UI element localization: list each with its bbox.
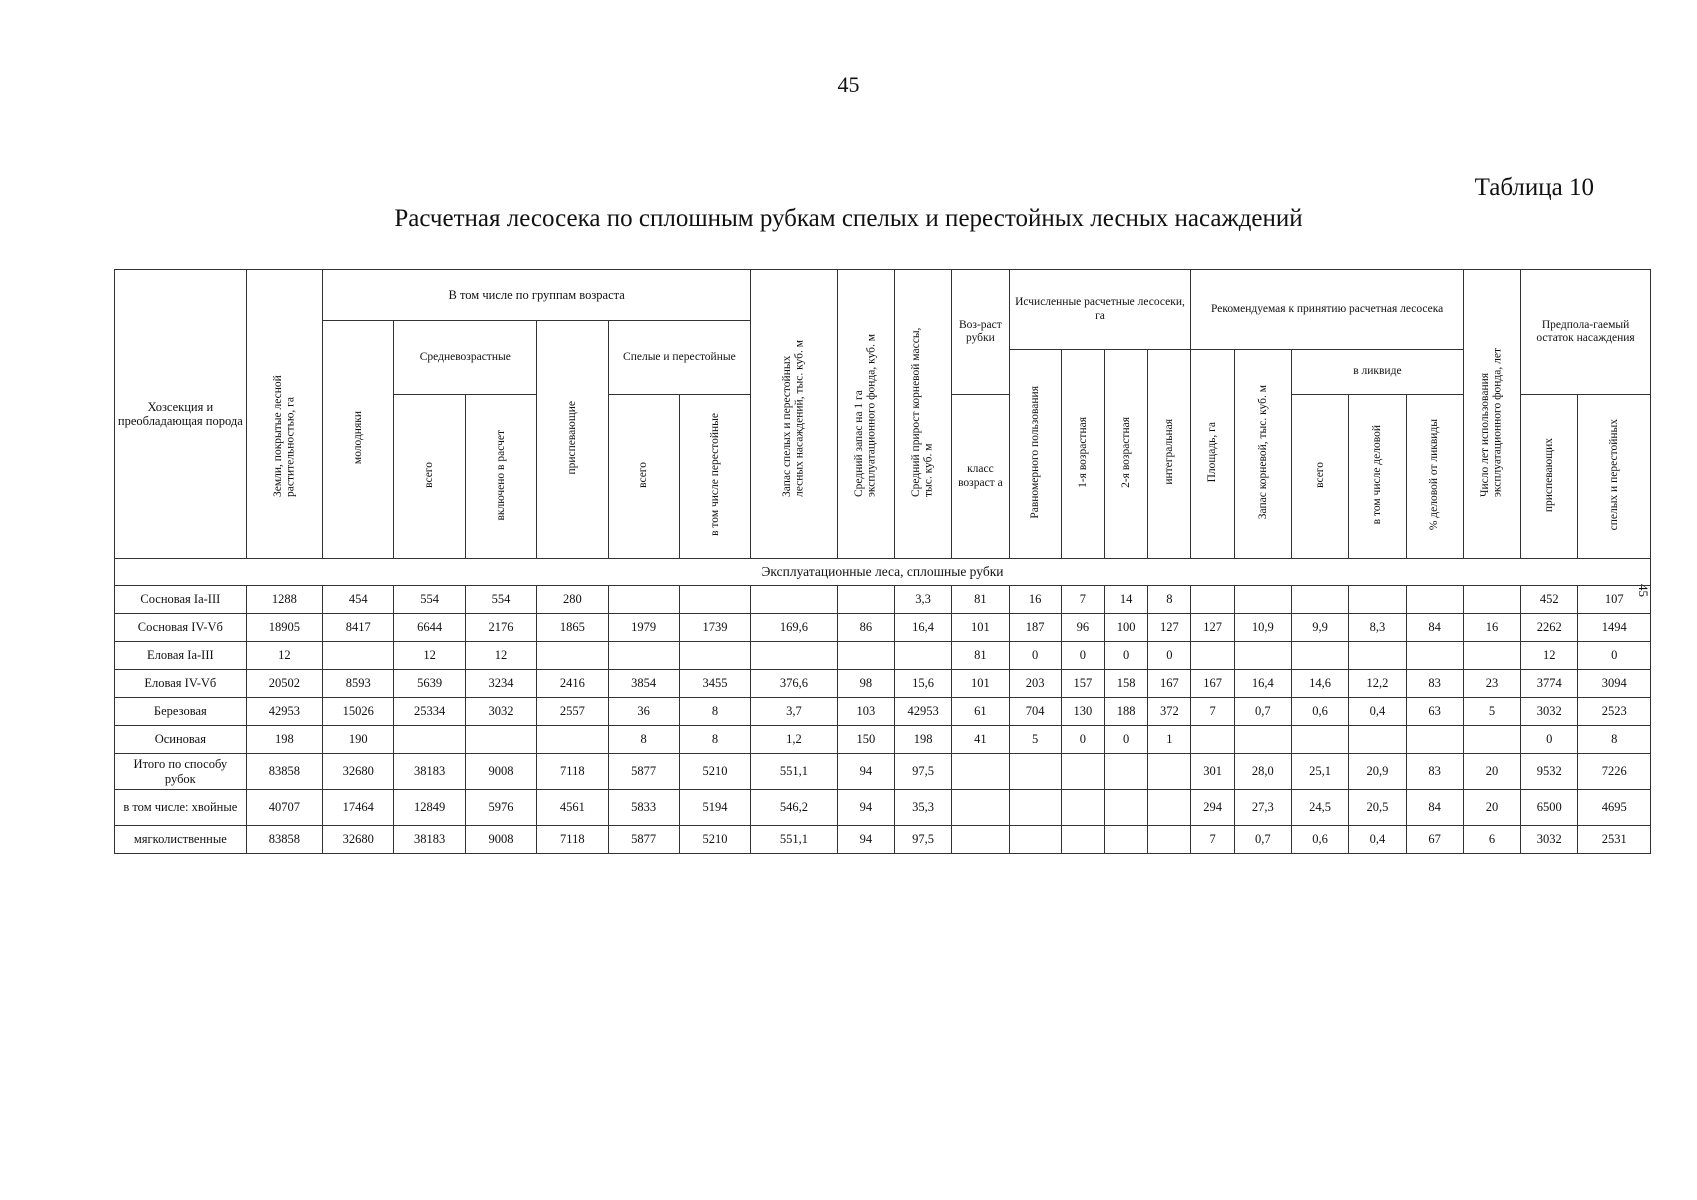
header-root-stock: Запас корневой, тыс. куб. м <box>1234 350 1291 559</box>
table-cell: 4695 <box>1578 790 1651 826</box>
table-cell: 20,5 <box>1349 790 1406 826</box>
table-cell: 32680 <box>323 754 394 790</box>
table-cell: 81 <box>952 642 1009 670</box>
table-cell <box>952 790 1009 826</box>
table-cell: 3774 <box>1521 670 1578 698</box>
table-cell: 100 <box>1105 614 1148 642</box>
header-maturing: приспевающие <box>537 321 608 559</box>
table-cell <box>1234 726 1291 754</box>
table-cell <box>1406 642 1463 670</box>
table-cell: 1739 <box>679 614 750 642</box>
table-cell: 3032 <box>1521 826 1578 854</box>
header-middle-total: всего <box>394 395 465 559</box>
table-cell: 4561 <box>537 790 608 826</box>
table-cell: 83 <box>1406 754 1463 790</box>
table-cell: 8 <box>679 698 750 726</box>
table-cell <box>1234 642 1291 670</box>
table-cell: 1 <box>1148 726 1191 754</box>
table-cell <box>1009 790 1061 826</box>
table-row <box>115 670 1651 698</box>
row-name: Еловая Ia-III <box>115 642 247 670</box>
table-cell <box>323 642 394 670</box>
table-cell: 94 <box>837 754 894 790</box>
table-cell: 15,6 <box>894 670 951 698</box>
table-cell: 7 <box>1191 826 1234 854</box>
table-cell <box>537 642 608 670</box>
table-cell <box>537 726 608 754</box>
table-cell: 12849 <box>394 790 465 826</box>
table-cell <box>1463 586 1520 614</box>
table-cell: 16 <box>1009 586 1061 614</box>
header-species: Хозсекция и преобладающая порода <box>115 270 247 559</box>
table-cell: 452 <box>1521 586 1578 614</box>
table-cell: 63 <box>1406 698 1463 726</box>
table-cell <box>1406 586 1463 614</box>
table-cell: 2416 <box>537 670 608 698</box>
header-rem-mature: спелых и перестойных <box>1578 395 1651 559</box>
table-cell: 5877 <box>608 754 679 790</box>
table-cell: 7118 <box>537 754 608 790</box>
row-name: в том числе: хвойные <box>115 790 247 826</box>
table-cell <box>1234 586 1291 614</box>
page-number: 45 <box>837 72 860 97</box>
table-cell: 9,9 <box>1291 614 1348 642</box>
table-cell: 0 <box>1009 642 1061 670</box>
table-cell <box>1148 790 1191 826</box>
table-cell: 9008 <box>465 754 536 790</box>
table-cell: 0 <box>1105 642 1148 670</box>
table-cell <box>1009 826 1061 854</box>
header-calc-cutting: Исчисленные расчетные лесосеки, га <box>1009 270 1191 350</box>
cutting-table <box>114 269 1651 854</box>
table-cell: 546,2 <box>751 790 837 826</box>
table-cell: 17464 <box>323 790 394 826</box>
table-cell: 169,6 <box>751 614 837 642</box>
header-liquid: в ликвиде <box>1291 350 1463 395</box>
table-cell: 38183 <box>394 754 465 790</box>
table-cell: 16,4 <box>894 614 951 642</box>
table-cell <box>1463 642 1520 670</box>
table-cell: 8593 <box>323 670 394 698</box>
table-cell: 5877 <box>608 826 679 854</box>
header-stock: Запас спелых и перестойных лесных насаждений, тыс. куб. м <box>751 270 837 559</box>
table-cell <box>837 642 894 670</box>
table-cell: 16 <box>1463 614 1520 642</box>
table-cell: 28,0 <box>1234 754 1291 790</box>
table-cell: 41 <box>952 726 1009 754</box>
table-row <box>115 826 1651 854</box>
table-body <box>115 586 1651 854</box>
table-cell: 7118 <box>537 826 608 854</box>
table-cell: 187 <box>1009 614 1061 642</box>
header-middle-aged: Средневозрастные <box>394 321 537 395</box>
table-cell: 3032 <box>465 698 536 726</box>
table-cell <box>1191 642 1234 670</box>
table-cell: 9008 <box>465 826 536 854</box>
section-row: Эксплуатационные леса, сплошные рубки <box>115 559 1651 586</box>
table-cell <box>751 586 837 614</box>
table-cell: 198 <box>246 726 322 754</box>
table-cell <box>837 586 894 614</box>
table-row <box>115 754 1651 790</box>
table-cell: 0,6 <box>1291 826 1348 854</box>
table-cell: 1,2 <box>751 726 837 754</box>
table-cell: 20 <box>1463 754 1520 790</box>
table-cell: 704 <box>1009 698 1061 726</box>
header-age2: 2-я возрастная <box>1105 350 1148 559</box>
header-uniform: Равномерного пользования <box>1009 350 1061 559</box>
table-cell: 5194 <box>679 790 750 826</box>
header-age1: 1-я возрастная <box>1061 350 1104 559</box>
table-cell: 5 <box>1009 726 1061 754</box>
table-cell <box>465 726 536 754</box>
header-remainder: Предпола-гаемый остаток насаждения <box>1521 270 1651 395</box>
table-cell <box>1349 726 1406 754</box>
header-cut-age: Воз-раст рубки <box>952 270 1009 395</box>
table-cell: 158 <box>1105 670 1148 698</box>
table-row <box>115 586 1651 614</box>
table-cell: 15026 <box>323 698 394 726</box>
header-area: Площадь, га <box>1191 350 1234 559</box>
header-recommended: Рекомендуемая к принятию расчетная лесосека <box>1191 270 1463 350</box>
table-cell <box>1291 726 1348 754</box>
header-mature-total: всего <box>608 395 679 559</box>
table-cell: 127 <box>1148 614 1191 642</box>
table-cell: 8 <box>1578 726 1651 754</box>
table-cell <box>1349 586 1406 614</box>
table-cell <box>1191 726 1234 754</box>
table-cell: 94 <box>837 790 894 826</box>
table-cell <box>1105 790 1148 826</box>
table-cell: 101 <box>952 670 1009 698</box>
table-cell: 20502 <box>246 670 322 698</box>
table-cell: 12 <box>1521 642 1578 670</box>
table-cell: 12 <box>246 642 322 670</box>
table-cell: 2523 <box>1578 698 1651 726</box>
table-cell: 0 <box>1105 726 1148 754</box>
table-cell: 1494 <box>1578 614 1651 642</box>
table-cell: 83 <box>1406 670 1463 698</box>
table-cell <box>1291 642 1348 670</box>
table-cell: 5639 <box>394 670 465 698</box>
table-cell: 6 <box>1463 826 1520 854</box>
table-cell: 3854 <box>608 670 679 698</box>
table-cell: 8 <box>1148 586 1191 614</box>
table-cell: 27,3 <box>1234 790 1291 826</box>
table-cell <box>751 642 837 670</box>
document-title: Расчетная лесосека по сплошным рубкам спелых и перестойных лесных насаждений <box>394 205 1303 232</box>
table-cell: 84 <box>1406 614 1463 642</box>
table-cell: 6500 <box>1521 790 1578 826</box>
table-cell: 23 <box>1463 670 1520 698</box>
table-cell: 14,6 <box>1291 670 1348 698</box>
table-cell: 2557 <box>537 698 608 726</box>
table-cell: 150 <box>837 726 894 754</box>
row-name: Осиновая <box>115 726 247 754</box>
table-cell: 167 <box>1148 670 1191 698</box>
table-cell <box>1406 726 1463 754</box>
table-cell <box>1061 754 1104 790</box>
table-cell: 0,4 <box>1349 698 1406 726</box>
side-page-number: 45 <box>1636 584 1651 597</box>
table-cell: 5833 <box>608 790 679 826</box>
table-cell <box>894 642 951 670</box>
table-cell <box>608 642 679 670</box>
header-years: Число лет использования эксплуатационного фонда, лет <box>1463 270 1520 559</box>
table-cell: 12 <box>465 642 536 670</box>
table-cell: 167 <box>1191 670 1234 698</box>
table-cell: 2262 <box>1521 614 1578 642</box>
table-cell <box>608 586 679 614</box>
table-cell: 14 <box>1105 586 1148 614</box>
table-cell: 98 <box>837 670 894 698</box>
table-cell: 376,6 <box>751 670 837 698</box>
table-cell <box>1191 586 1234 614</box>
table-cell: 16,4 <box>1234 670 1291 698</box>
table-cell: 97,5 <box>894 754 951 790</box>
header-age-class: класс возраст а <box>952 395 1009 559</box>
table-cell: 67 <box>1406 826 1463 854</box>
header-liq-business: в том числе деловой <box>1349 395 1406 559</box>
table-cell: 42953 <box>894 698 951 726</box>
header-rem-maturing: приспевающих <box>1521 395 1578 559</box>
row-name: Итого по способу рубок <box>115 754 247 790</box>
table-row <box>115 614 1651 642</box>
table-cell: 454 <box>323 586 394 614</box>
table-cell: 40707 <box>246 790 322 826</box>
table-cell: 0 <box>1061 642 1104 670</box>
table-row <box>115 790 1651 826</box>
header-mature-overmature: Спелые и перестойные <box>608 321 751 395</box>
table-cell: 84 <box>1406 790 1463 826</box>
table-cell: 294 <box>1191 790 1234 826</box>
table-cell: 7 <box>1191 698 1234 726</box>
table-cell: 8,3 <box>1349 614 1406 642</box>
table-cell: 94 <box>837 826 894 854</box>
table-cell: 188 <box>1105 698 1148 726</box>
table-cell: 12 <box>394 642 465 670</box>
table-cell: 9532 <box>1521 754 1578 790</box>
table-cell: 86 <box>837 614 894 642</box>
table-cell: 83858 <box>246 754 322 790</box>
header-middle-included: включено в расчет <box>465 395 536 559</box>
table-cell: 5 <box>1463 698 1520 726</box>
table-cell: 372 <box>1148 698 1191 726</box>
table-cell: 12,2 <box>1349 670 1406 698</box>
table-row <box>115 698 1651 726</box>
table-cell: 36 <box>608 698 679 726</box>
table-cell: 7 <box>1061 586 1104 614</box>
table-cell: 551,1 <box>751 826 837 854</box>
table-cell: 157 <box>1061 670 1104 698</box>
table-cell: 198 <box>894 726 951 754</box>
table-cell: 190 <box>323 726 394 754</box>
table-cell: 38183 <box>394 826 465 854</box>
table-cell: 5976 <box>465 790 536 826</box>
table-cell <box>1105 754 1148 790</box>
table-cell: 20,9 <box>1349 754 1406 790</box>
table-cell <box>1148 826 1191 854</box>
table-cell: 20 <box>1463 790 1520 826</box>
table-cell: 551,1 <box>751 754 837 790</box>
table-cell: 3,7 <box>751 698 837 726</box>
table-cell <box>1463 726 1520 754</box>
table-row <box>115 726 1651 754</box>
table-cell: 6644 <box>394 614 465 642</box>
header-young: молодняки <box>323 321 394 559</box>
table-cell <box>952 826 1009 854</box>
table-cell: 81 <box>952 586 1009 614</box>
table-cell: 0 <box>1578 642 1651 670</box>
table-cell: 97,5 <box>894 826 951 854</box>
table-cell <box>1061 826 1104 854</box>
table-cell: 5210 <box>679 826 750 854</box>
table-cell: 1288 <box>246 586 322 614</box>
table-cell: 130 <box>1061 698 1104 726</box>
header-forest-land: Земли, покрытые лесной растительностью, га <box>246 270 322 559</box>
table-cell <box>679 642 750 670</box>
header-avg-stock: Средний запас на 1 га эксплуатационного фонда, куб. м <box>837 270 894 559</box>
header-avg-increment: Средний прирост корневой массы, тыс. куб. м <box>894 270 951 559</box>
table-cell <box>1349 642 1406 670</box>
header-age-groups: В том числе по группам возраста <box>323 270 751 321</box>
table-cell <box>1105 826 1148 854</box>
table-cell: 0,7 <box>1234 698 1291 726</box>
table-cell: 25334 <box>394 698 465 726</box>
table-cell: 8417 <box>323 614 394 642</box>
table-cell: 3094 <box>1578 670 1651 698</box>
table-cell: 1979 <box>608 614 679 642</box>
table-cell: 24,5 <box>1291 790 1348 826</box>
table-cell: 280 <box>537 586 608 614</box>
table-cell: 0,6 <box>1291 698 1348 726</box>
table-cell: 0,7 <box>1234 826 1291 854</box>
table-cell: 61 <box>952 698 1009 726</box>
table-cell: 3032 <box>1521 698 1578 726</box>
table-row <box>115 642 1651 670</box>
table-cell: 301 <box>1191 754 1234 790</box>
table-cell: 10,9 <box>1234 614 1291 642</box>
table-cell <box>1009 754 1061 790</box>
table-label: Таблица 10 <box>1474 174 1594 201</box>
row-name: Сосновая IV-Vб <box>115 614 247 642</box>
table-cell <box>952 754 1009 790</box>
table-cell: 203 <box>1009 670 1061 698</box>
table-cell <box>1148 754 1191 790</box>
table-cell: 25,1 <box>1291 754 1348 790</box>
table-cell: 3,3 <box>894 586 951 614</box>
table-cell: 101 <box>952 614 1009 642</box>
table-cell: 5210 <box>679 754 750 790</box>
table-cell: 554 <box>465 586 536 614</box>
table-cell: 7226 <box>1578 754 1651 790</box>
table-cell: 3234 <box>465 670 536 698</box>
table-cell: 8 <box>679 726 750 754</box>
table-cell: 2176 <box>465 614 536 642</box>
table-cell: 8 <box>608 726 679 754</box>
table-cell: 0,4 <box>1349 826 1406 854</box>
row-name: Березовая <box>115 698 247 726</box>
header-liq-pct: % деловой от ликвиды <box>1406 395 1463 559</box>
row-name: мягколиственные <box>115 826 247 854</box>
table-cell: 96 <box>1061 614 1104 642</box>
header-liq-total: всего <box>1291 395 1348 559</box>
table-cell: 0 <box>1521 726 1578 754</box>
table-cell: 127 <box>1191 614 1234 642</box>
table-cell: 32680 <box>323 826 394 854</box>
table-cell <box>679 586 750 614</box>
table-cell: 0 <box>1148 642 1191 670</box>
table-cell: 3455 <box>679 670 750 698</box>
table-cell <box>394 726 465 754</box>
table-cell <box>1061 790 1104 826</box>
table-cell: 35,3 <box>894 790 951 826</box>
table-cell: 42953 <box>246 698 322 726</box>
row-name: Еловая IV-Vб <box>115 670 247 698</box>
table-cell: 83858 <box>246 826 322 854</box>
table-cell: 1865 <box>537 614 608 642</box>
table-cell: 18905 <box>246 614 322 642</box>
header-integral: интегральная <box>1148 350 1191 559</box>
table-cell: 2531 <box>1578 826 1651 854</box>
table-cell: 103 <box>837 698 894 726</box>
table-cell <box>1291 586 1348 614</box>
header-mature-over: в том числе перестойные <box>679 395 750 559</box>
table-cell: 107 <box>1578 586 1651 614</box>
table-cell: 0 <box>1061 726 1104 754</box>
table-cell: 554 <box>394 586 465 614</box>
row-name: Сосновая Ia-III <box>115 586 247 614</box>
